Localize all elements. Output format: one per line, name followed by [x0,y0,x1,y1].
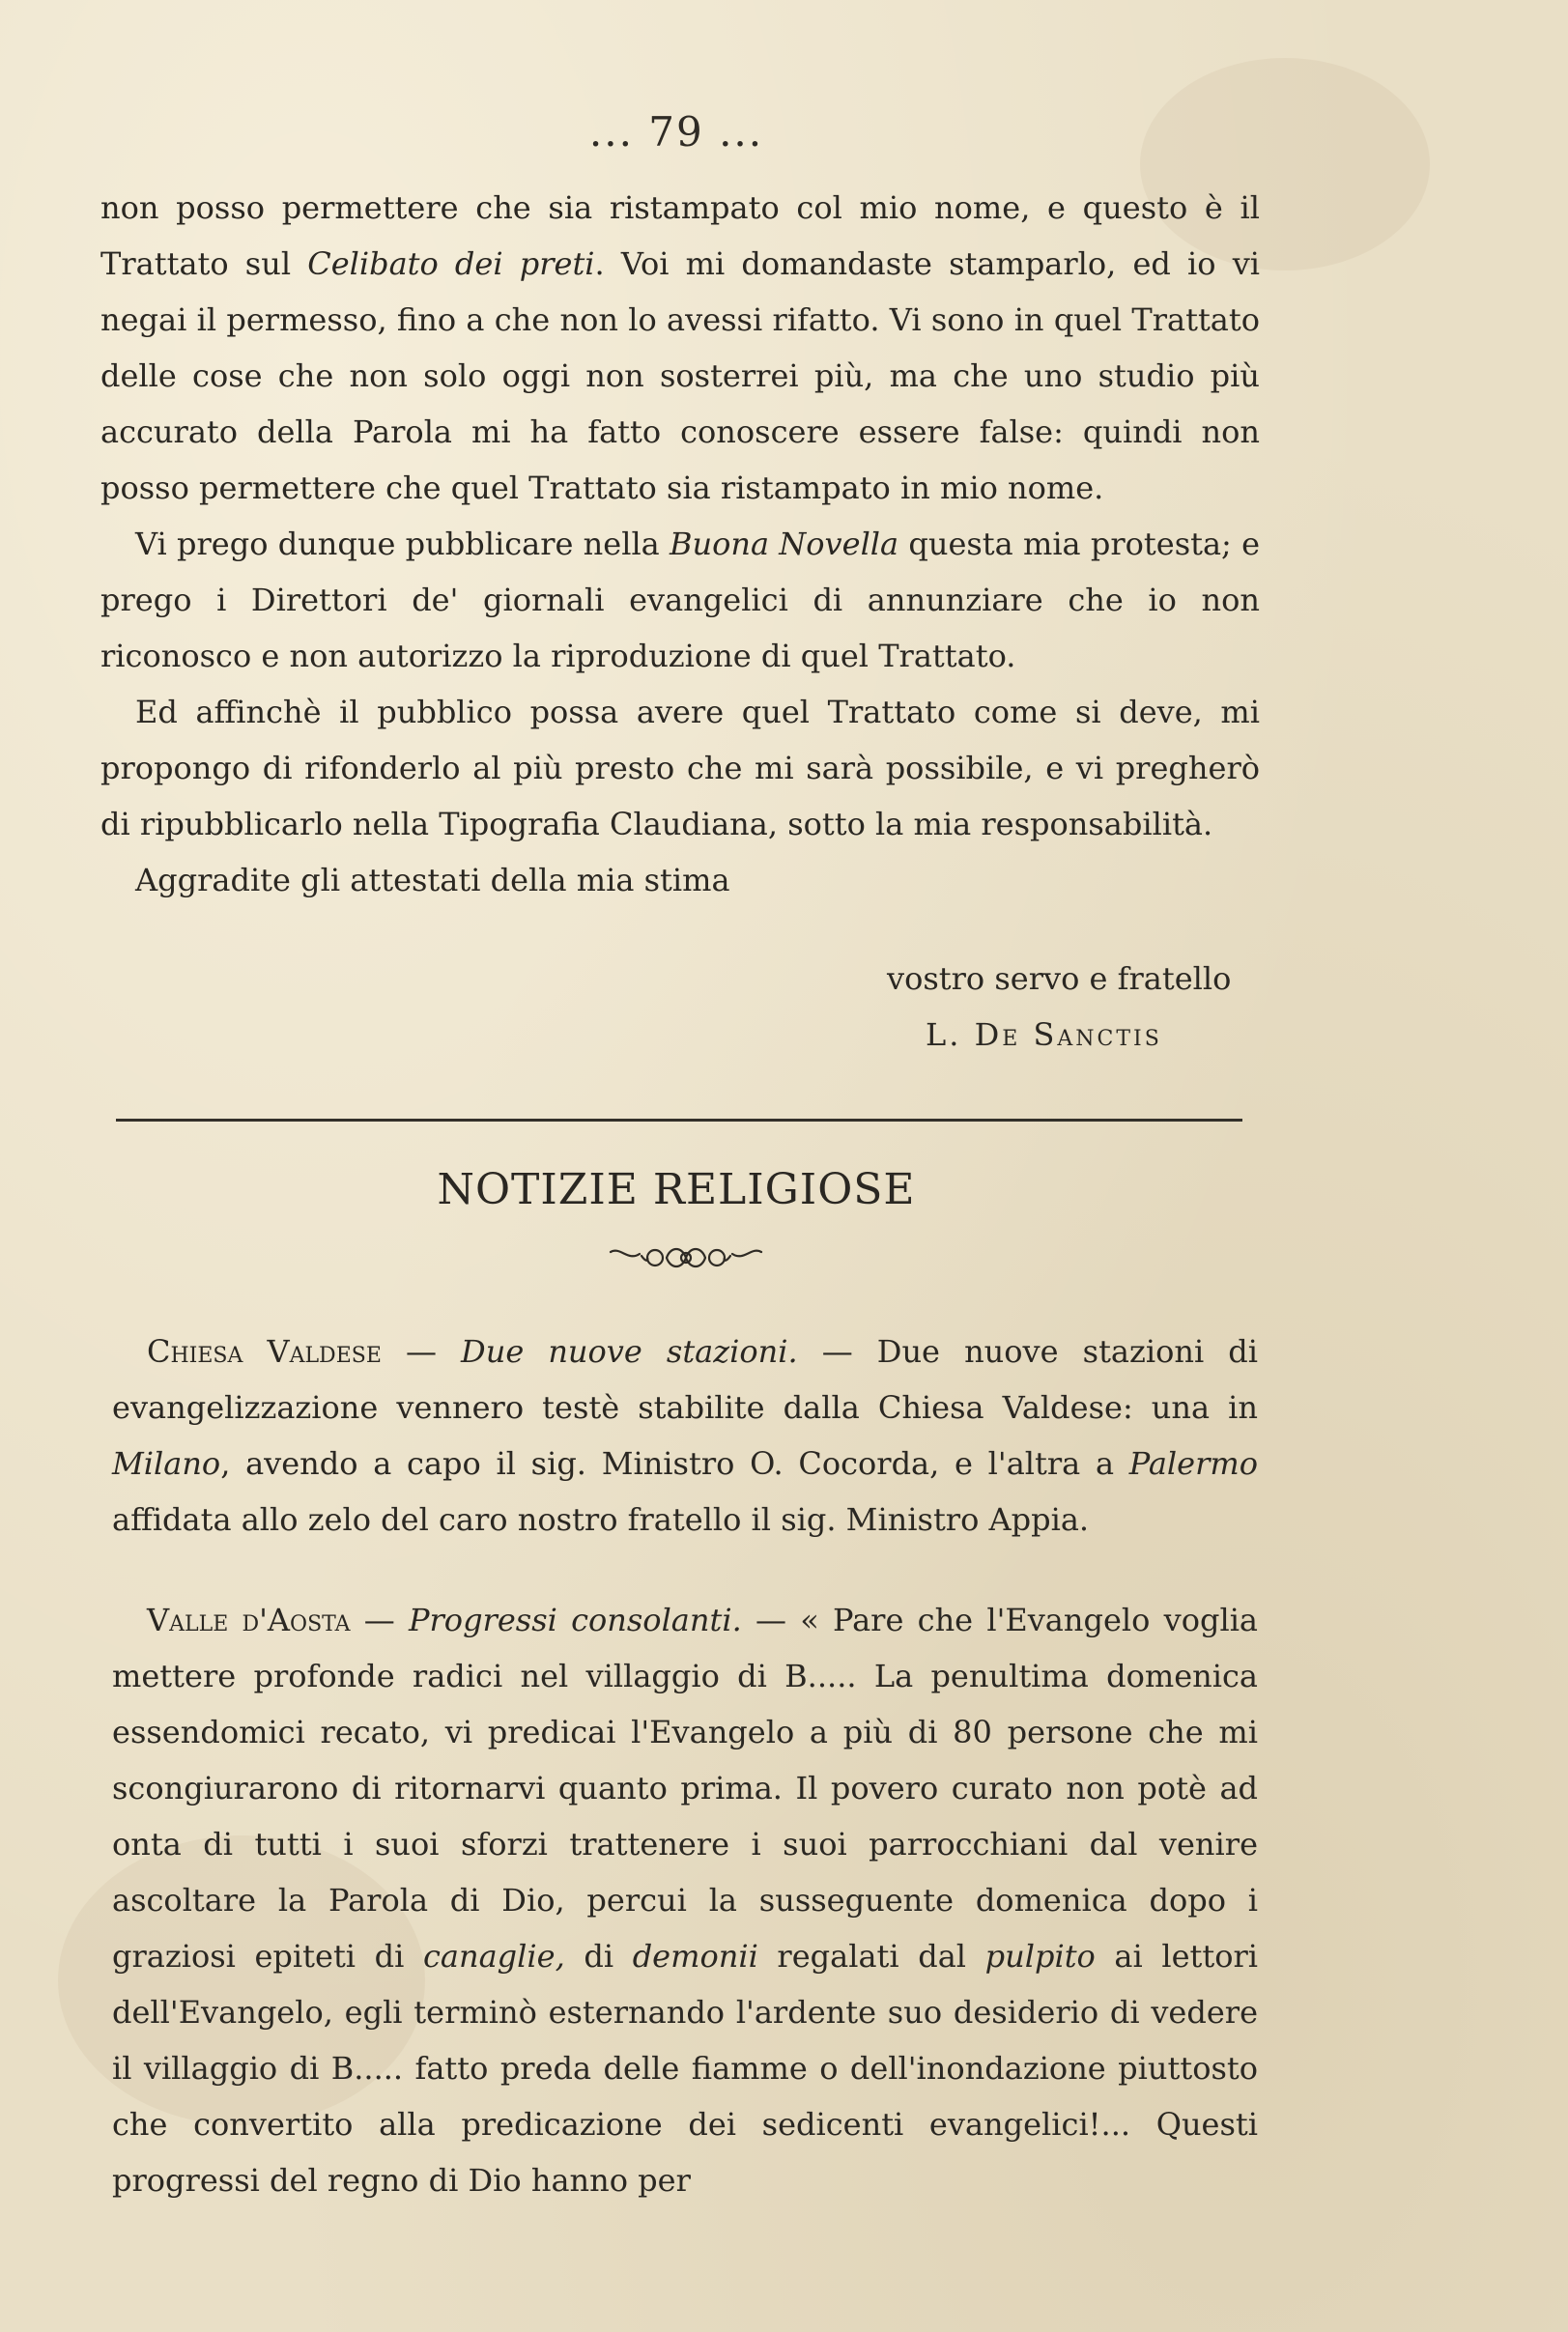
text-run: — [350,1602,409,1638]
letter-body [100,180,1260,908]
news-item-chiesa-valdese [112,1323,1258,1548]
news-item-valle-d-aosta [112,1592,1258,2208]
section-divider [116,1119,1242,1122]
italic-text: canaglie, [422,1938,565,1975]
news-paragraph [112,1592,1258,2208]
text-run: Aggradite gli attestati della mia stima [135,862,730,898]
text-run: . Voi mi domandaste stamparlo, ed io vi negai il permesso, fino a che non lo avessi rifatto. Vi sono in quel Trattato delle cose che non solo oggi non sosterrei più, ma che uno studio più accurato della Parola mi ha fatto conoscere essere false: quindi non posso permettere che quel Trattato sia ristampato in mio nome. [100,245,1261,506]
italic-text: Milano [112,1445,221,1482]
text-run: , avendo a capo il sig. Ministro O. Cocorda, e l'altra a [220,1445,1129,1482]
italic-text: pulpito [984,1938,1096,1975]
text-run: Ed affinchè il pubblico possa avere quel Trattato come si deve, mi propongo di rifonderlo al più presto che mi sarà possibile, e vi pregherò di ripubblicarlo nella Tipografia Claudiana, sotto la mia responsabilità. [100,694,1260,842]
italic-text: Progressi consolanti. [408,1602,742,1638]
letter-paragraph [100,684,1260,852]
text-run: — [381,1333,462,1370]
text-run: — « Pare che l'Evangelo voglia mettere profonde radici nel villaggio di B..... La penultima domenica essendomici recato, vi predicai l'Evangelo a più di 80 persone che mi scongiurarono di ritornarvi quanto prima. Il povero curato non potè ad onta di tutti i suoi sforzi trattenere i suoi parrocchiani dal venire ascoltare la Parola di Dio, percui la susseguente domenica dopo i graziosi epiteti di [112,1602,1259,1975]
letter-paragraph [100,180,1260,516]
section-title: NOTIZIE RELIGIOSE [437,1165,916,1214]
news-paragraph [112,1323,1258,1548]
letter-closing: vostro servo e fratello [887,960,1232,997]
italic-text: Palermo [1128,1445,1258,1482]
text-run: questa mia protesta; e prego i Direttori de' giornali evangelici di annunziare che io non riconosco e non autorizzo la riproduzione di quel Trattato. [100,526,1261,674]
italic-text: Buona Novella [669,526,899,562]
letter-signature-block [887,951,1231,1063]
text-run: ai lettori dell'Evangelo, egli terminò esternando l'ardente suo desiderio di vedere il villaggio di B..... fatto preda delle fiamme o dell'inondazione piuttosto che convertito alla predicazione dei sedicenti evangelici!... Questi progressi del regno di Dio hanno per [112,1938,1259,2199]
text-run: non posso permettere che sia ristampato col mio nome, e questo è il Trattato sul [100,189,1260,282]
italic-text: Due nuove stazioni. [461,1333,798,1370]
text-run: affidata allo zelo del caro nostro fratello il sig. Ministro Appia. [112,1501,1090,1538]
letter-paragraph [100,516,1260,684]
letter-signature: L. De Sanctis [926,1016,1162,1053]
news-heading: Chiesa Valdese [147,1333,382,1370]
italic-text: Celibato dei preti [307,245,595,282]
text-run: di [564,1938,633,1975]
letter-paragraph [100,852,1260,908]
flourish-ornament-icon [607,1238,765,1277]
page-number: ... 79 ... [588,108,764,156]
text-run: — Due nuove stazioni di evangelizzazione vennero testè stabilite dalla Chiesa Valdese: una in [112,1333,1258,1426]
text-run: regalati dal [757,1938,985,1975]
italic-text: demonii [632,1938,758,1975]
news-heading: Valle d'Aosta [147,1602,351,1638]
text-run: Vi prego dunque pubblicare nella [135,526,670,562]
